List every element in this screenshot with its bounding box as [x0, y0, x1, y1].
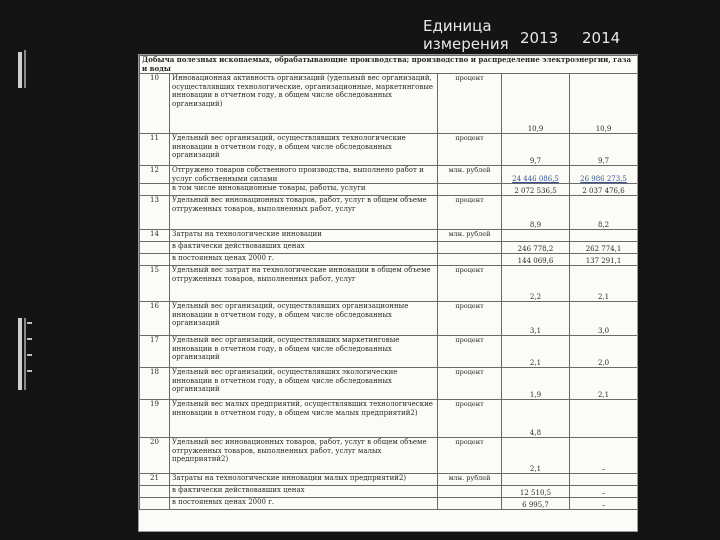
- row-unit: процент: [438, 336, 502, 368]
- row-unit: процент: [438, 134, 502, 166]
- unit-column-header: Единица измерения: [423, 17, 509, 53]
- row-value-2014: 2,1: [570, 266, 638, 302]
- row-unit: процент: [438, 74, 502, 134]
- row-number: 11: [140, 134, 170, 166]
- row-unit: процент: [438, 196, 502, 230]
- table-row: [140, 266, 638, 302]
- row-number: 21: [140, 474, 170, 486]
- year-2014-header: 2014: [582, 29, 621, 47]
- row-value-2013: 144 069,6: [502, 254, 570, 266]
- table-row: [140, 498, 638, 510]
- row-indicator: Отгружено товаров собственного производства, выполнено работ и услуг собственными силами: [170, 166, 438, 184]
- row-value-2013: 1,9: [502, 368, 570, 400]
- row-number: [140, 254, 170, 266]
- row-number: 15: [140, 266, 170, 302]
- row-indicator: Удельный вес малых предприятий, осуществлявших технологические инновации в отчетном году, в общем числе малых предприятий2): [170, 400, 438, 438]
- decor-line-bottom: [24, 318, 26, 390]
- row-number: [140, 498, 170, 510]
- row-value-2014: 8,2: [570, 196, 638, 230]
- row-value-2014: [570, 400, 638, 438]
- row-indicator: Удельный вес организаций, осуществлявших организационные инновации в отчетном году, в общем числе обследованных организаций: [170, 302, 438, 336]
- decor-bar-bottom: [18, 318, 22, 390]
- table-row: [140, 254, 638, 266]
- row-number: 12: [140, 166, 170, 184]
- table-row: [140, 242, 638, 254]
- row-value-2013: 24 446 086,5: [502, 166, 570, 184]
- table-row: [140, 486, 638, 498]
- table-row: [140, 134, 638, 166]
- row-indicator: в фактически действовавших ценах: [170, 242, 438, 254]
- row-value-2013: 2,1: [502, 438, 570, 474]
- row-value-2014: 262 774,1: [570, 242, 638, 254]
- row-value-2014: 2,0: [570, 336, 638, 368]
- row-value-2013: 3,1: [502, 302, 570, 336]
- row-value-2013: 246 778,2: [502, 242, 570, 254]
- row-value-2013: 9,7: [502, 134, 570, 166]
- row-number: [140, 486, 170, 498]
- row-value-2014: 2,1: [570, 368, 638, 400]
- row-value-2014: 26 986 273,5: [570, 166, 638, 184]
- row-unit: процент: [438, 368, 502, 400]
- row-unit: [438, 498, 502, 510]
- row-indicator: Затраты на технологические инновации: [170, 230, 438, 242]
- row-number: 14: [140, 230, 170, 242]
- decor-line-top: [24, 50, 26, 88]
- table-row: [140, 438, 638, 474]
- row-value-2013: 6 995,7: [502, 498, 570, 510]
- row-value-2014: 2 037 476,6: [570, 184, 638, 196]
- table-caption-row: [140, 56, 638, 74]
- table-row: [140, 368, 638, 400]
- row-indicator: Удельный вес организаций, осуществлявших технологические инновации в отчетном году, в общем числе обследованных организаций: [170, 134, 438, 166]
- row-indicator: в постоянных ценах 2000 г.: [170, 498, 438, 510]
- row-value-2013: 12 510,5: [502, 486, 570, 498]
- table-row: [140, 230, 638, 242]
- row-value-2013: [502, 230, 570, 242]
- row-indicator: Удельный вес инновационных товаров, работ, услуг в общем объеме отгруженных товаров, выполненных работ, услуг малых предприятий2): [170, 438, 438, 474]
- row-unit: процент: [438, 302, 502, 336]
- row-value-2013: 2,2: [502, 266, 570, 302]
- row-value-2014: [570, 474, 638, 486]
- row-unit: [438, 184, 502, 196]
- table-row: [140, 336, 638, 368]
- table-row: [140, 184, 638, 196]
- row-value-2014: 137 291,1: [570, 254, 638, 266]
- row-value-2014: [570, 230, 638, 242]
- row-value-2013: 8,9: [502, 196, 570, 230]
- row-indicator: Удельный вес организаций, осуществлявших экологические инновации в отчетном году, в общем числе обследованных организаций: [170, 368, 438, 400]
- row-number: 16: [140, 302, 170, 336]
- row-unit: процент: [438, 438, 502, 474]
- row-unit: млн. рублей: [438, 474, 502, 486]
- year-2013-header: 2013: [520, 29, 559, 47]
- row-value-2014: –: [570, 438, 638, 474]
- row-unit: млн. рублей: [438, 230, 502, 242]
- decor-tick: [27, 322, 32, 324]
- decor-tick: [27, 338, 32, 340]
- row-unit: млн. рублей: [438, 166, 502, 184]
- slide-decoration: [0, 0, 36, 540]
- row-number: [140, 184, 170, 196]
- decor-tick: [27, 354, 32, 356]
- row-indicator: в фактически действовавших ценах: [170, 486, 438, 498]
- row-number: 20: [140, 438, 170, 474]
- row-value-2014: –: [570, 498, 638, 510]
- table-row: [140, 196, 638, 230]
- statistics-table-document: [139, 55, 637, 531]
- table-row: [140, 302, 638, 336]
- row-unit: процент: [438, 400, 502, 438]
- row-unit: процент: [438, 266, 502, 302]
- row-value-2014: 10,9: [570, 74, 638, 134]
- row-number: 19: [140, 400, 170, 438]
- row-indicator: Инновационная активность организаций (удельный вес организаций, осуществлявших технологические, организационные, маркетинговые инновации в отчетном году, в общем числе обследованных организаций): [170, 74, 438, 134]
- decor-bar-top: [18, 52, 22, 88]
- table-row: [140, 166, 638, 184]
- row-unit: [438, 254, 502, 266]
- table-row: [140, 474, 638, 486]
- row-value-2013: 4,8: [502, 400, 570, 438]
- row-number: [140, 242, 170, 254]
- row-indicator: Удельный вес организаций, осуществлявших маркетинговые инновации в отчетном году, в общем числе обследованных организаций: [170, 336, 438, 368]
- row-value-2014: –: [570, 486, 638, 498]
- innovation-table: [139, 55, 637, 510]
- row-number: 13: [140, 196, 170, 230]
- row-indicator: в постоянных ценах 2000 г.: [170, 254, 438, 266]
- row-value-2013: 2,1: [502, 336, 570, 368]
- row-indicator: Затраты на технологические инновации малых предприятий2): [170, 474, 438, 486]
- row-number: 17: [140, 336, 170, 368]
- table-row: [140, 74, 638, 134]
- table-caption: Добыча полезных ископаемых, обрабатывающие производства; производство и распределение электроэнергии, газа и воды: [140, 56, 638, 74]
- row-value-2013: [502, 474, 570, 486]
- row-value-2014: 3,0: [570, 302, 638, 336]
- row-indicator: в том числе инновационные товары, работы, услуги: [170, 184, 438, 196]
- row-value-2014: 9,7: [570, 134, 638, 166]
- row-value-2013: 2 072 536,5: [502, 184, 570, 196]
- row-indicator: Удельный вес затрат на технологические инновации в общем объеме отгруженных товаров, выполненных работ, услуг: [170, 266, 438, 302]
- row-value-2013: 10,9: [502, 74, 570, 134]
- row-unit: [438, 486, 502, 498]
- row-indicator: Удельный вес инновационных товаров, работ, услуг в общем объеме отгруженных товаров, выполненных работ, услуг: [170, 196, 438, 230]
- table-row: [140, 400, 638, 438]
- row-unit: [438, 242, 502, 254]
- row-number: 10: [140, 74, 170, 134]
- decor-tick: [27, 370, 32, 372]
- row-number: 18: [140, 368, 170, 400]
